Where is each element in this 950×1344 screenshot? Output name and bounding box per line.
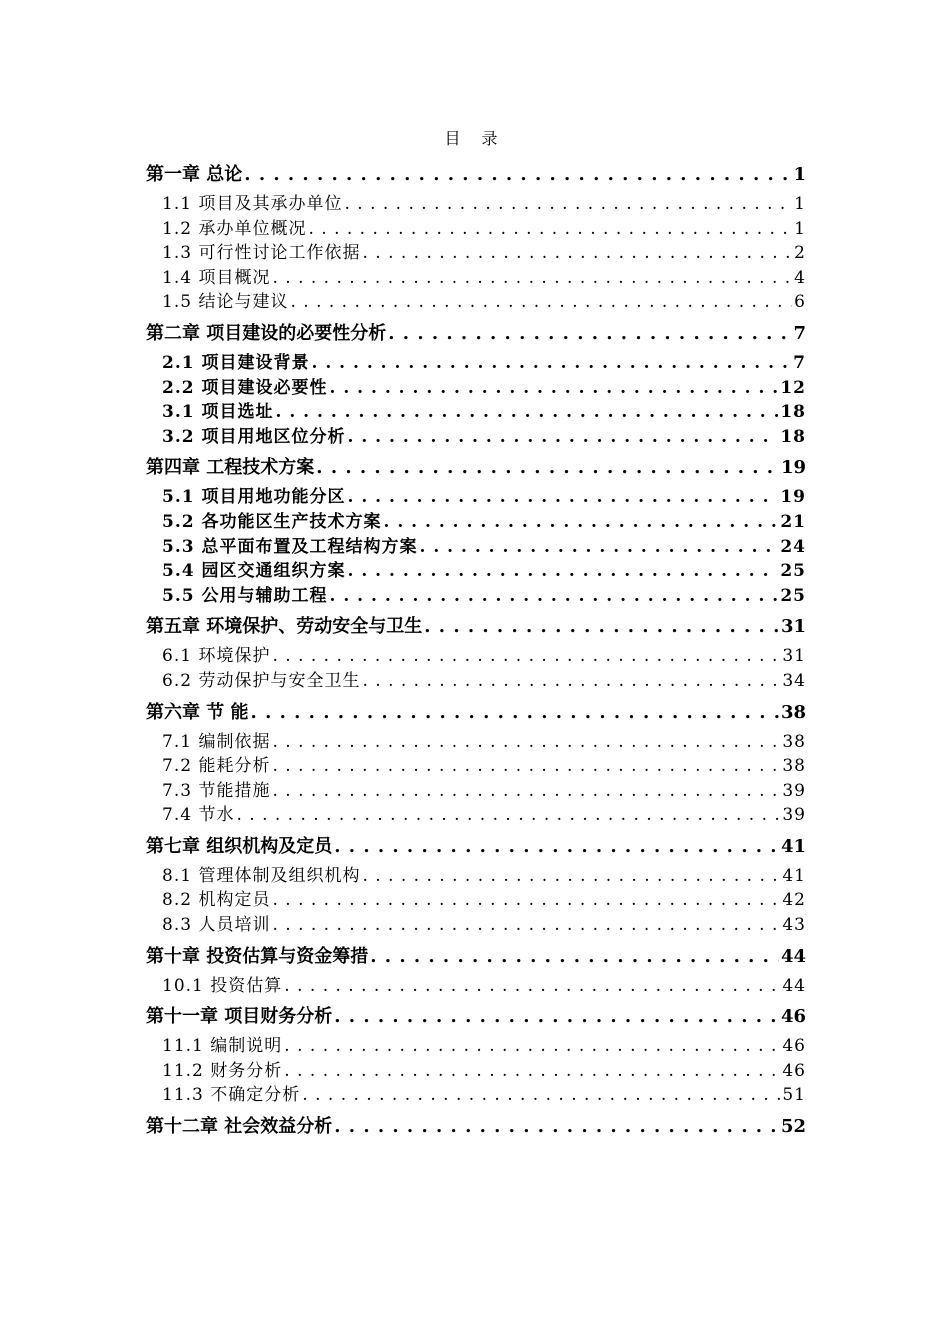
toc-entry-label: 1.3 可行性讨论工作依据 [162, 243, 361, 264]
toc-page-number: 4 [794, 267, 806, 288]
toc-page-number: 18 [780, 426, 806, 447]
toc-page-number: 41 [782, 865, 806, 886]
toc-page-number: 2 [794, 243, 806, 264]
toc-section-entry[interactable] [146, 217, 806, 242]
toc-page-number: 44 [782, 975, 806, 996]
toc-section-entry[interactable] [146, 241, 806, 266]
toc-page-number: 52 [780, 1116, 806, 1138]
toc-entry-label: 第七章 组织机构及定员 [146, 835, 333, 857]
toc-section-entry[interactable] [146, 864, 806, 889]
toc-entry-label: 第四章 工程技术方案 [146, 457, 315, 479]
toc-chapter-entry[interactable] [146, 1110, 806, 1144]
toc-entry-label: 11.1 编制说明 [162, 1036, 283, 1057]
toc-leader-dots [272, 266, 792, 291]
toc-entry-label: 5.5 公用与辅助工程 [162, 585, 328, 606]
toc-leader-dots [272, 644, 780, 669]
toc-section-entry[interactable] [146, 510, 806, 535]
toc-page-number: 39 [782, 805, 806, 826]
toc-leader-dots [284, 1059, 780, 1084]
toc-leader-dots [348, 425, 779, 450]
toc-section-entry[interactable] [146, 584, 806, 609]
toc-page-number: 7 [793, 352, 806, 373]
toc-page-number: 21 [780, 511, 806, 532]
toc-entry-label: 第二章 项目建设的必要性分析 [146, 322, 387, 344]
toc-entry-label: 3.1 项目选址 [162, 402, 274, 423]
toc-chapter-entry[interactable] [146, 317, 806, 351]
toc-leader-dots [330, 376, 779, 401]
toc-leader-dots [348, 559, 779, 584]
toc-section-entry[interactable] [146, 351, 806, 376]
toc-page-number: 42 [782, 890, 806, 911]
toc-page-number: 38 [780, 701, 806, 723]
toc-section-entry[interactable] [146, 669, 806, 694]
toc-entry-label: 1.5 结论与建议 [162, 292, 289, 313]
toc-page-number: 31 [780, 616, 806, 638]
toc-leader-dots [424, 610, 779, 644]
toc-chapter-entry[interactable] [146, 1000, 806, 1034]
toc-page-number: 44 [780, 945, 806, 967]
toc-entry-label: 2.1 项目建设背景 [162, 352, 310, 373]
toc-page-number: 18 [780, 402, 806, 423]
toc-leader-dots [388, 317, 791, 351]
toc-entry-label: 1.4 项目概况 [162, 267, 271, 288]
toc-chapter-entry[interactable] [146, 940, 806, 974]
toc-entry-label: 第十一章 项目财务分析 [146, 1006, 333, 1028]
toc-entry-label: 5.4 园区交通组织方案 [162, 561, 346, 582]
toc-section-entry[interactable] [146, 754, 806, 779]
toc-page-number: 25 [780, 561, 806, 582]
toc-entry-label: 10.1 投资估算 [162, 975, 283, 996]
toc-section-entry[interactable] [146, 290, 806, 315]
toc-leader-dots [384, 510, 779, 535]
toc-page-number: 46 [782, 1060, 806, 1081]
toc-entry-label: 1.1 项目及其承办单位 [162, 194, 343, 214]
toc-page-number: 41 [780, 835, 806, 857]
toc-section-entry[interactable] [146, 559, 806, 584]
toc-page-number: 39 [782, 780, 806, 801]
toc-entry-label: 7.1 编制依据 [162, 731, 271, 752]
toc-section-entry[interactable] [146, 803, 806, 828]
toc-page-number: 1 [793, 164, 806, 185]
toc-leader-dots [284, 1034, 780, 1059]
table-of-contents [146, 156, 806, 1144]
toc-entry-label: 第一章 总论 [146, 164, 243, 185]
toc-page-number: 31 [782, 646, 806, 667]
toc-page-number: 38 [782, 731, 806, 752]
toc-leader-dots [316, 451, 779, 485]
toc-page-number: 1 [794, 194, 806, 214]
toc-section-entry[interactable] [146, 730, 806, 755]
toc-entry-label: 8.3 人员培训 [162, 915, 271, 936]
toc-page-number: 19 [780, 487, 806, 508]
toc-entry-label: 1.2 承办单位概况 [162, 218, 307, 239]
toc-entry-label: 3.2 项目用地区位分析 [162, 426, 346, 447]
toc-page-number: 43 [782, 915, 806, 936]
toc-page-number: 38 [782, 756, 806, 777]
toc-leader-dots [244, 158, 791, 192]
toc-section-entry[interactable] [146, 425, 806, 450]
toc-entry-label: 5.2 各功能区生产技术方案 [162, 511, 382, 532]
toc-leader-dots [362, 241, 792, 266]
toc-chapter-entry[interactable] [146, 451, 806, 485]
toc-leader-dots [334, 830, 779, 864]
toc-section-entry[interactable] [146, 644, 806, 669]
toc-section-entry[interactable] [146, 888, 806, 913]
toc-entry-label: 第五章 环境保护、劳动安全与卫生 [146, 616, 423, 638]
toc-entry-label: 6.1 环境保护 [162, 646, 271, 667]
toc-leader-dots [308, 217, 792, 242]
toc-section-entry[interactable] [146, 779, 806, 804]
toc-chapter-entry[interactable] [146, 158, 806, 192]
toc-entry-label: 7.3 节能措施 [162, 780, 271, 801]
toc-entry-label: 7.2 能耗分析 [162, 756, 271, 777]
toc-leader-dots [334, 1000, 779, 1034]
toc-leader-dots [251, 696, 779, 730]
toc-page-number: 19 [780, 457, 806, 479]
toc-leader-dots [362, 669, 780, 694]
toc-section-entry[interactable] [146, 1034, 806, 1059]
toc-section-entry[interactable] [146, 192, 806, 217]
toc-entry-label: 2.2 项目建设必要性 [162, 377, 328, 398]
toc-page-number: 51 [782, 1085, 806, 1106]
toc-page-number: 12 [780, 377, 806, 398]
toc-leader-dots [334, 1110, 779, 1144]
toc-entry-label: 11.2 财务分析 [162, 1060, 283, 1081]
toc-section-entry[interactable] [146, 535, 806, 560]
toc-page-number: 1 [794, 218, 806, 239]
toc-page-number: 24 [780, 536, 806, 557]
toc-leader-dots [370, 940, 779, 974]
toc-leader-dots [236, 803, 780, 828]
toc-chapter-entry[interactable] [146, 610, 806, 644]
toc-entry-label: 8.1 管理体制及组织机构 [162, 865, 361, 886]
toc-chapter-entry[interactable] [146, 830, 806, 864]
toc-entry-label: 8.2 机构定员 [162, 890, 271, 911]
toc-leader-dots [330, 584, 779, 609]
toc-leader-dots [420, 535, 779, 560]
toc-page-number: 6 [794, 292, 806, 313]
toc-section-entry[interactable] [146, 376, 806, 401]
toc-leader-dots [272, 779, 780, 804]
toc-leader-dots [284, 974, 780, 999]
toc-leader-dots [272, 888, 780, 913]
toc-entry-label: 第六章 节 能 [146, 701, 249, 723]
toc-leader-dots [276, 400, 779, 425]
toc-entry-label: 第十二章 社会效益分析 [146, 1116, 333, 1138]
toc-section-entry[interactable] [146, 1059, 806, 1084]
toc-page-number: 46 [780, 1006, 806, 1028]
toc-chapter-entry[interactable] [146, 696, 806, 730]
toc-section-entry[interactable] [146, 974, 806, 999]
toc-entry-label: 5.3 总平面布置及工程结构方案 [162, 536, 418, 557]
toc-entry-label: 11.3 不确定分析 [162, 1085, 301, 1106]
toc-leader-dots [272, 730, 780, 755]
toc-leader-dots [362, 864, 780, 889]
toc-leader-dots [272, 754, 780, 779]
toc-leader-dots [302, 1083, 780, 1108]
page-title: 目 录 [444, 129, 506, 148]
toc-section-entry[interactable] [146, 266, 806, 291]
toc-section-entry[interactable] [146, 400, 806, 425]
toc-leader-dots [272, 913, 780, 938]
toc-page-number: 25 [780, 585, 806, 606]
toc-leader-dots [312, 351, 792, 376]
toc-leader-dots [290, 290, 792, 315]
toc-section-entry[interactable] [146, 913, 806, 938]
toc-section-entry[interactable] [146, 485, 806, 510]
toc-entry-label: 7.4 节水 [162, 805, 235, 826]
toc-section-entry[interactable] [146, 1083, 806, 1108]
toc-page-number: 46 [782, 1036, 806, 1057]
toc-leader-dots [348, 485, 779, 510]
toc-entry-label: 6.2 劳动保护与安全卫生 [162, 670, 361, 691]
toc-page-number: 34 [782, 670, 806, 691]
toc-page-number: 7 [793, 322, 806, 344]
toc-leader-dots [344, 192, 792, 217]
toc-entry-label: 5.1 项目用地功能分区 [162, 487, 346, 508]
toc-entry-label: 第十章 投资估算与资金筹措 [146, 945, 369, 967]
